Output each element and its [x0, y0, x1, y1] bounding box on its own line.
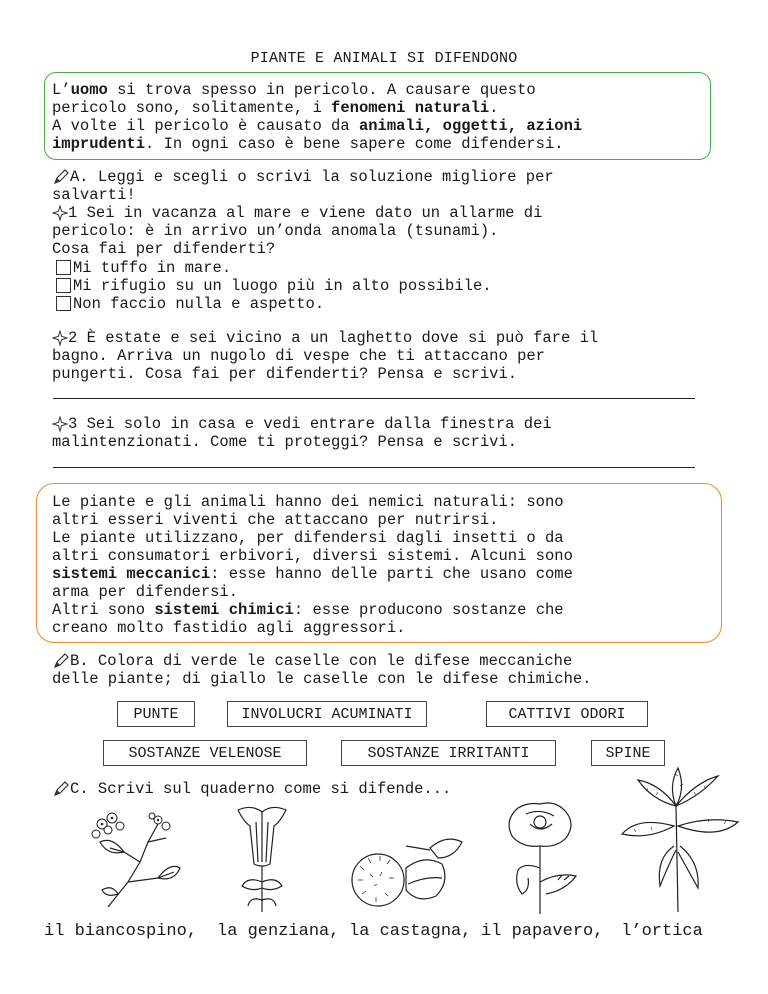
info-line-2: altri esseri viventi che attaccano per nutrirsi. — [52, 511, 499, 529]
option-3[interactable]: Non faccio nulla e aspetto. — [56, 295, 324, 313]
intro-line-2: pericolo sono, solitamente, i fenomeni naturali. — [52, 99, 499, 117]
box-spine[interactable]: SPINE — [591, 740, 665, 766]
section-a-instruction: A. Leggi e scegli o scrivi la soluzione migliore per — [70, 168, 554, 186]
intro-line-3: A volte il pericolo è causato da animali, oggetti, azioni — [52, 117, 583, 135]
info-line-7: Altri sono sistemi chimici: esse producono sostanze che — [52, 601, 564, 619]
question-1-text-cont: pericolo: è in arrivo un’onda anomala (tsunami). — [52, 222, 499, 240]
question-3-prompt: malintenzionati. Come ti proteggi? Pensa e scrivi. — [52, 433, 518, 451]
section-a-instruction-cont: salvarti! — [52, 186, 136, 204]
box-punte[interactable]: PUNTE — [117, 701, 195, 727]
question-2-text: 2 È estate e sei vicino a un laghetto dove si può fare il — [68, 329, 599, 347]
info-line-3: Le piante utilizzano, per difendersi dagli insetti o da — [52, 529, 564, 547]
option-2[interactable]: Mi rifugio su un luogo più in alto possibile. — [56, 277, 492, 295]
empty-checkbox-icon[interactable] — [56, 278, 71, 293]
question-1-prompt: Cosa fai per difenderti? — [52, 240, 276, 258]
info-line-5: sistemi meccanici: esse hanno delle parti che usano come — [52, 565, 573, 583]
nettle-illustration — [608, 766, 744, 916]
question-3-text: 3 Sei solo in casa e vedi entrare dalla finestra dei — [68, 415, 552, 433]
info-line-4: altri consumatori erbivori, diversi sistemi. Alcuni sono — [52, 547, 573, 565]
caption-papavero: il papavero, — [481, 922, 604, 941]
caption-genziana: la genziana, — [217, 922, 340, 941]
hawthorn-illustration — [78, 802, 186, 912]
answer-line-3[interactable] — [53, 467, 695, 468]
chestnut-illustration — [346, 828, 470, 916]
four-point-star-icon — [52, 416, 68, 432]
caption-castagna: la castagna, — [349, 922, 472, 941]
option-1[interactable]: Mi tuffo in mare. — [56, 259, 231, 277]
section-c-instruction: C. Scrivi sul quaderno come si difende... — [70, 780, 452, 798]
box-sostanze-velenose[interactable]: SOSTANZE VELENOSE — [103, 740, 307, 766]
question-2-prompt: pungerti. Cosa fai per difenderti? Pensa e scrivi. — [52, 365, 518, 383]
page-title: PIANTE E ANIMALI SI DIFENDONO — [250, 50, 518, 67]
four-point-star-icon — [52, 330, 68, 346]
intro-line-4: imprudenti. In ogni caso è bene sapere come difendersi. — [52, 135, 564, 153]
four-point-star-icon — [52, 205, 68, 221]
info-line-6: arma per difendersi. — [52, 583, 239, 601]
caption-biancospino: il biancospino, — [44, 922, 198, 941]
box-cattivi-odori[interactable]: CATTIVI ODORI — [486, 701, 648, 727]
box-sostanze-irritanti[interactable]: SOSTANZE IRRITANTI — [341, 740, 556, 766]
caption-ortica: l’ortica — [611, 922, 703, 941]
empty-checkbox-icon[interactable] — [56, 296, 71, 311]
section-b-instruction: B. Colora di verde le caselle con le difese meccaniche — [70, 652, 573, 670]
box-involucri-acuminati[interactable]: INVOLUCRI ACUMINATI — [227, 701, 427, 727]
answer-line-2[interactable] — [53, 398, 695, 399]
gentian-illustration — [228, 802, 296, 918]
pencil-icon — [52, 780, 70, 798]
empty-checkbox-icon[interactable] — [56, 260, 71, 275]
question-2-text-cont: bagno. Arriva un nugolo di vespe che ti attaccano per — [52, 347, 545, 365]
info-line-1: Le piante e gli animali hanno dei nemici naturali: sono — [52, 493, 564, 511]
poppy-illustration — [500, 798, 582, 918]
question-1-text: 1 Sei in vacanza al mare e viene dato un allarme di — [68, 204, 543, 222]
section-b-instruction-cont: delle piante; di giallo le caselle con le difese chimiche. — [52, 670, 592, 688]
intro-line-1: L’uomo si trova spesso in pericolo. A causare questo — [52, 81, 536, 99]
info-line-8: creano molto fastidio agli aggressori. — [52, 619, 406, 637]
pencil-icon — [52, 168, 70, 186]
pencil-icon — [52, 652, 70, 670]
